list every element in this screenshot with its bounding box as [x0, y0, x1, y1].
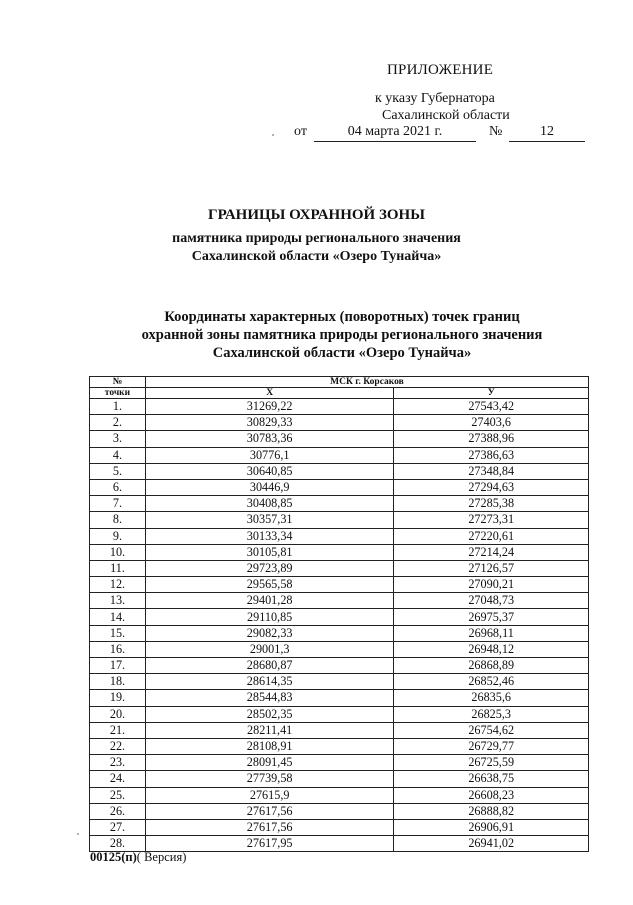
document-subtitle-line2: Сахалинской области «Озеро Тунайча»	[191, 249, 442, 264]
y-coordinate-cell: 26835,6	[394, 690, 589, 706]
y-coordinate-cell: 27403,6	[394, 415, 589, 431]
x-coordinate-cell: 27617,56	[145, 819, 393, 835]
point-number-cell: 9.	[90, 528, 146, 544]
x-coordinate-cell: 30640,85	[145, 463, 393, 479]
table-row	[90, 658, 589, 674]
y-coordinate-cell: 27294,63	[394, 479, 589, 495]
document-code: 00125(п)	[90, 850, 137, 864]
x-coordinate-cell: 29723,89	[145, 560, 393, 576]
y-coordinate-cell: 27543,42	[394, 399, 589, 415]
point-number-cell: 28.	[90, 836, 146, 852]
x-coordinate-cell: 30783,36	[145, 431, 393, 447]
x-coordinate-cell: 27615,9	[145, 787, 393, 803]
table-row	[90, 706, 589, 722]
table-row	[90, 577, 589, 593]
table-row	[90, 803, 589, 819]
table-row	[90, 787, 589, 803]
table-row	[90, 674, 589, 690]
point-number-cell: 14.	[90, 609, 146, 625]
point-number-cell: 24.	[90, 771, 146, 787]
y-coordinate-cell: 27048,73	[394, 593, 589, 609]
table-row	[90, 415, 589, 431]
point-number-cell: 12.	[90, 577, 146, 593]
point-number-cell: 22.	[90, 738, 146, 754]
table-row	[90, 496, 589, 512]
decree-region: Сахалинской области	[382, 108, 510, 123]
table-row	[90, 738, 589, 754]
y-coordinate-cell: 26941,02	[394, 836, 589, 852]
x-coordinate-cell: 29082,33	[145, 625, 393, 641]
y-coordinate-cell: 26975,37	[394, 609, 589, 625]
y-coordinate-cell: 26968,11	[394, 625, 589, 641]
coordinates-heading-line2: охранной зоны памятника природы регионального значения	[141, 327, 543, 343]
point-number-cell: 7.	[90, 496, 146, 512]
table-row	[90, 755, 589, 771]
x-coordinate-cell: 30133,34	[145, 528, 393, 544]
header-x: Х	[145, 388, 393, 399]
document-title: ГРАНИЦЫ ОХРАННОЙ ЗОНЫ	[208, 207, 425, 223]
y-coordinate-cell: 26868,89	[394, 658, 589, 674]
header-coordinate-system: МСК г. Корсаков	[145, 377, 588, 388]
y-coordinate-cell: 27386,63	[394, 447, 589, 463]
y-coordinate-cell: 27388,96	[394, 431, 589, 447]
y-coordinate-cell: 26948,12	[394, 641, 589, 657]
point-number-cell: 2.	[90, 415, 146, 431]
x-coordinate-cell: 27617,56	[145, 803, 393, 819]
point-number-cell: 26.	[90, 803, 146, 819]
coordinates-heading-line1: Координаты характерных (поворотных) точек границ	[164, 309, 520, 325]
coordinates-heading-line3: Сахалинской области «Озеро Тунайча»	[212, 345, 472, 361]
x-coordinate-cell: 29001,3	[145, 641, 393, 657]
document-version: ( Версия)	[136, 850, 187, 864]
from-label: от	[294, 124, 307, 139]
table-row	[90, 512, 589, 528]
y-coordinate-cell: 26608,23	[394, 787, 589, 803]
decree-date-row	[294, 124, 589, 142]
x-coordinate-cell: 29565,58	[145, 577, 393, 593]
y-coordinate-cell: 26638,75	[394, 771, 589, 787]
table-row	[90, 463, 589, 479]
x-coordinate-cell: 28211,41	[145, 722, 393, 738]
point-number-cell: 20.	[90, 706, 146, 722]
x-coordinate-cell: 28091,45	[145, 755, 393, 771]
y-coordinate-cell: 26888,82	[394, 803, 589, 819]
header-point-number: №	[90, 377, 146, 388]
point-number-cell: 13.	[90, 593, 146, 609]
x-coordinate-cell: 27739,58	[145, 771, 393, 787]
header-point-label: точки	[90, 388, 146, 399]
point-number-cell: 23.	[90, 755, 146, 771]
decree-number: 12	[509, 124, 585, 142]
point-number-cell: 17.	[90, 658, 146, 674]
y-coordinate-cell: 26754,62	[394, 722, 589, 738]
x-coordinate-cell: 30446,9	[145, 479, 393, 495]
point-number-cell: 4.	[90, 447, 146, 463]
x-coordinate-cell: 28502,35	[145, 706, 393, 722]
y-coordinate-cell: 27220,61	[394, 528, 589, 544]
x-coordinate-cell: 31269,22	[145, 399, 393, 415]
point-number-cell: 18.	[90, 674, 146, 690]
y-coordinate-cell: 27126,57	[394, 560, 589, 576]
x-coordinate-cell: 29110,85	[145, 609, 393, 625]
x-coordinate-cell: 30105,81	[145, 544, 393, 560]
x-coordinate-cell: 28544,83	[145, 690, 393, 706]
x-coordinate-cell: 30776,1	[145, 447, 393, 463]
point-number-cell: 21.	[90, 722, 146, 738]
y-coordinate-cell: 26725,59	[394, 755, 589, 771]
number-label: №	[489, 124, 503, 139]
point-number-cell: 15.	[90, 625, 146, 641]
x-coordinate-cell: 28680,87	[145, 658, 393, 674]
x-coordinate-cell: 30829,33	[145, 415, 393, 431]
header-y: У	[394, 388, 589, 399]
point-number-cell: 19.	[90, 690, 146, 706]
document-footer	[90, 850, 186, 865]
table-row	[90, 593, 589, 609]
point-number-cell: 8.	[90, 512, 146, 528]
x-coordinate-cell: 27617,95	[145, 836, 393, 852]
point-number-cell: 3.	[90, 431, 146, 447]
y-coordinate-cell: 27090,21	[394, 577, 589, 593]
point-number-cell: 10.	[90, 544, 146, 560]
y-coordinate-cell: 27285,38	[394, 496, 589, 512]
scan-speck	[77, 833, 79, 835]
coordinates-table	[89, 376, 589, 852]
table-row	[90, 479, 589, 495]
y-coordinate-cell: 27214,24	[394, 544, 589, 560]
x-coordinate-cell: 29401,28	[145, 593, 393, 609]
table-row	[90, 447, 589, 463]
document-subtitle-line1: памятника природы регионального значения	[172, 231, 461, 246]
table-row	[90, 771, 589, 787]
x-coordinate-cell: 28614,35	[145, 674, 393, 690]
table-row	[90, 528, 589, 544]
table-row	[90, 819, 589, 835]
table-row	[90, 609, 589, 625]
y-coordinate-cell: 27273,31	[394, 512, 589, 528]
table-row	[90, 641, 589, 657]
x-coordinate-cell: 30357,31	[145, 512, 393, 528]
y-coordinate-cell: 27348,84	[394, 463, 589, 479]
point-number-cell: 16.	[90, 641, 146, 657]
table-row	[90, 544, 589, 560]
appendix-title: ПРИЛОЖЕНИЕ	[387, 62, 494, 78]
x-coordinate-cell: 28108,91	[145, 738, 393, 754]
point-number-cell: 5.	[90, 463, 146, 479]
decree-reference: к указу Губернатора	[375, 91, 495, 106]
coordinates-table-body	[90, 399, 589, 852]
y-coordinate-cell: 26729,77	[394, 738, 589, 754]
table-row	[90, 690, 589, 706]
point-number-cell: 6.	[90, 479, 146, 495]
point-number-cell: 25.	[90, 787, 146, 803]
scan-speck	[272, 134, 274, 136]
y-coordinate-cell: 26825,3	[394, 706, 589, 722]
table-row	[90, 560, 589, 576]
point-number-cell: 11.	[90, 560, 146, 576]
table-row	[90, 431, 589, 447]
point-number-cell: 27.	[90, 819, 146, 835]
x-coordinate-cell: 30408,85	[145, 496, 393, 512]
y-coordinate-cell: 26852,46	[394, 674, 589, 690]
table-row	[90, 722, 589, 738]
y-coordinate-cell: 26906,91	[394, 819, 589, 835]
table-row	[90, 399, 589, 415]
decree-date: 04 марта 2021 г.	[314, 124, 476, 142]
point-number-cell: 1.	[90, 399, 146, 415]
table-row	[90, 625, 589, 641]
